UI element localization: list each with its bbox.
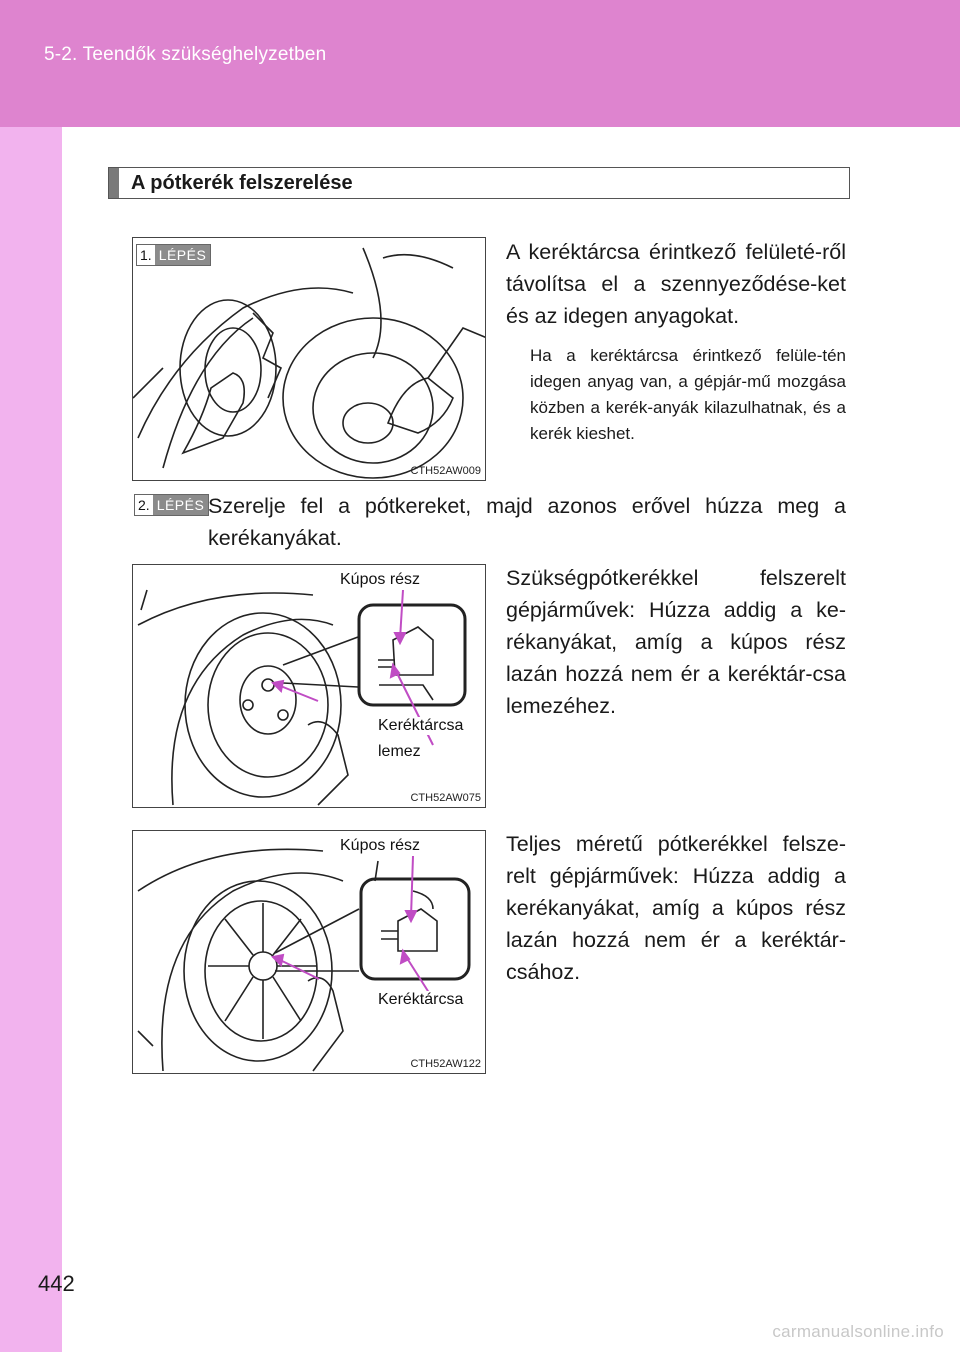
full-size-tire-illustration — [133, 831, 486, 1074]
step1-note: Ha a keréktárcsa érintkező felüle-tén idegen anyag van, a gépjár-mű mozgása közben a kerék-anyák kilazulhatnak, és a kerék kieshet. — [530, 346, 846, 443]
page-number: 442 — [38, 1271, 75, 1296]
figure-full-size-tire — [132, 830, 486, 1074]
label-wheel-plate: Keréktárcsa — [378, 717, 464, 734]
step2-text: Szerelje fel a pótkereket, majd azonos erővel húzza meg a kerékanyákat. — [208, 494, 846, 550]
section-heading — [108, 167, 850, 199]
label-wheel: Keréktárcsa — [378, 991, 464, 1008]
step-number: 2. — [138, 497, 150, 513]
step-word: LÉPÉS — [153, 495, 209, 515]
step-badge-2 — [134, 494, 209, 516]
header-title: 5-2. Teendők szükséghelyzetben — [44, 44, 327, 65]
label-cone: Kúpos rész — [340, 837, 421, 854]
heading-accent-bar — [109, 168, 119, 198]
step-badge-1 — [136, 244, 211, 266]
figure-code: CTH52AW122 — [410, 1058, 481, 1070]
spare-tire-text: Szükségpótkerékkel felszerelt gépjárművek: Húzza addig a ke-rékanyákat, amíg a kúpos rész lazán hozzá nem ér a keréktár-csa lemezéhez. — [506, 566, 846, 718]
step-number: 1. — [140, 247, 152, 263]
figure-code: CTH52AW009 — [410, 465, 481, 477]
spare-tire-illustration — [133, 565, 486, 808]
step-word: LÉPÉS — [155, 245, 211, 265]
label-cone: Kúpos rész — [340, 571, 421, 588]
section-title: A pótkerék felszerelése — [131, 172, 353, 194]
wheel-cleaning-illustration — [133, 238, 486, 481]
label-plate: lemez — [378, 743, 421, 760]
watermark: carmanualsonline.info — [772, 1322, 944, 1341]
full-size-tire-text: Teljes méretű pótkerékkel felsze-relt gépjárművek: Húzza addig a kerékanyákat, amíg a kúpos rész lazán hozzá nem ér a keréktár-csához. — [506, 832, 846, 984]
step1-text: A keréktárcsa érintkező felületé-ről távolítsa el a szennyeződése-ket és az idegen anyagokat. — [506, 240, 846, 328]
figure-spare-tire — [132, 564, 486, 808]
figure-clean-wheel — [132, 237, 486, 481]
page-header — [0, 0, 960, 127]
side-color-band — [0, 0, 62, 1352]
figure-code: CTH52AW075 — [410, 792, 481, 804]
